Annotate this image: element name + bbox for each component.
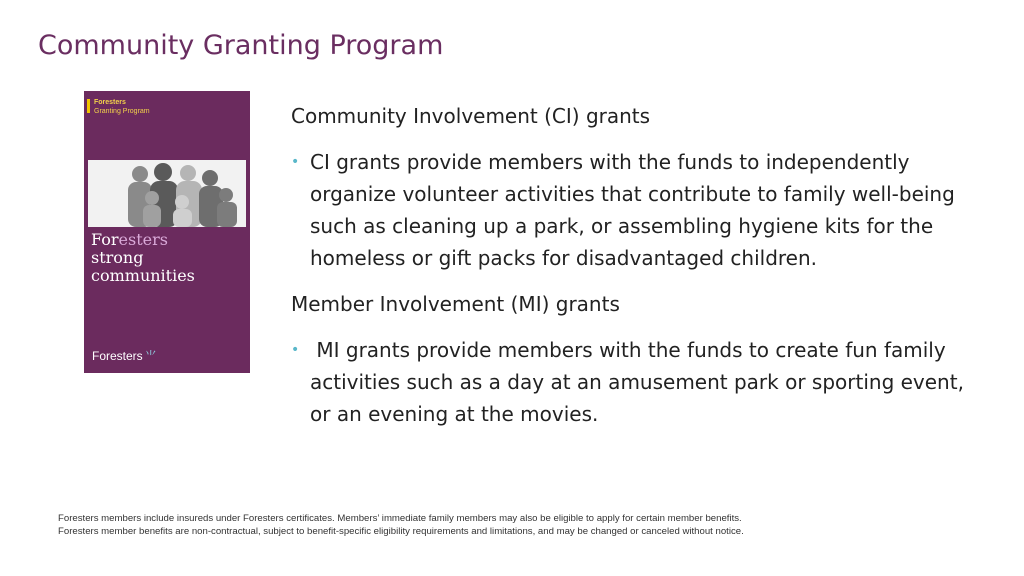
mi-bullet bbox=[291, 334, 990, 430]
footnote-line2: Foresters member benefits are non-contractual, subject to benefit-specific eligibility requirements and limitations, and may be changed or canceled without notice. bbox=[58, 526, 744, 537]
brochure-tagline bbox=[91, 231, 195, 285]
ci-heading: Community Involvement (CI) grants bbox=[291, 104, 651, 128]
brochure-brand-name: Foresters bbox=[94, 99, 126, 106]
brochure-accent-bar bbox=[87, 99, 90, 113]
logo-text: Foresters bbox=[92, 349, 143, 363]
tagline-prefix: For bbox=[91, 230, 119, 249]
ci-bullet-text: CI grants provide members with the funds to independently organize volunteer activities that contribute to family well-being such as cleaning up a park, or assembling hygiene kits for the homeless or gift packs for disadvantaged children. bbox=[310, 150, 955, 270]
bullet-icon: • bbox=[291, 154, 300, 170]
tagline-line2: strong bbox=[91, 248, 144, 267]
brochure-brand-subtitle: Granting Program bbox=[94, 108, 150, 115]
ci-bullet bbox=[291, 146, 990, 274]
brochure-brand bbox=[94, 98, 150, 116]
mi-bullet-text: MI grants provide members with the funds to create fun family activities such as a day at an amusement park or sporting event, or an evening at the movies. bbox=[310, 338, 971, 426]
footnote bbox=[58, 512, 744, 538]
brochure-image bbox=[84, 91, 250, 373]
mi-heading: Member Involvement (MI) grants bbox=[291, 292, 620, 316]
sprout-icon: ⺌ bbox=[144, 349, 157, 363]
tagline-line3: communities bbox=[91, 266, 195, 285]
footnote-line1: Foresters members include insureds under Foresters certificates. Members’ immediate family members may also be eligible to apply for certain member benefits. bbox=[58, 513, 742, 524]
slide-title: Community Granting Program bbox=[38, 30, 444, 61]
family-photo bbox=[88, 160, 246, 227]
slide-content bbox=[291, 100, 991, 430]
tagline-highlight: esters bbox=[118, 230, 168, 249]
bullet-icon: • bbox=[291, 342, 300, 358]
foresters-logo bbox=[92, 347, 157, 364]
